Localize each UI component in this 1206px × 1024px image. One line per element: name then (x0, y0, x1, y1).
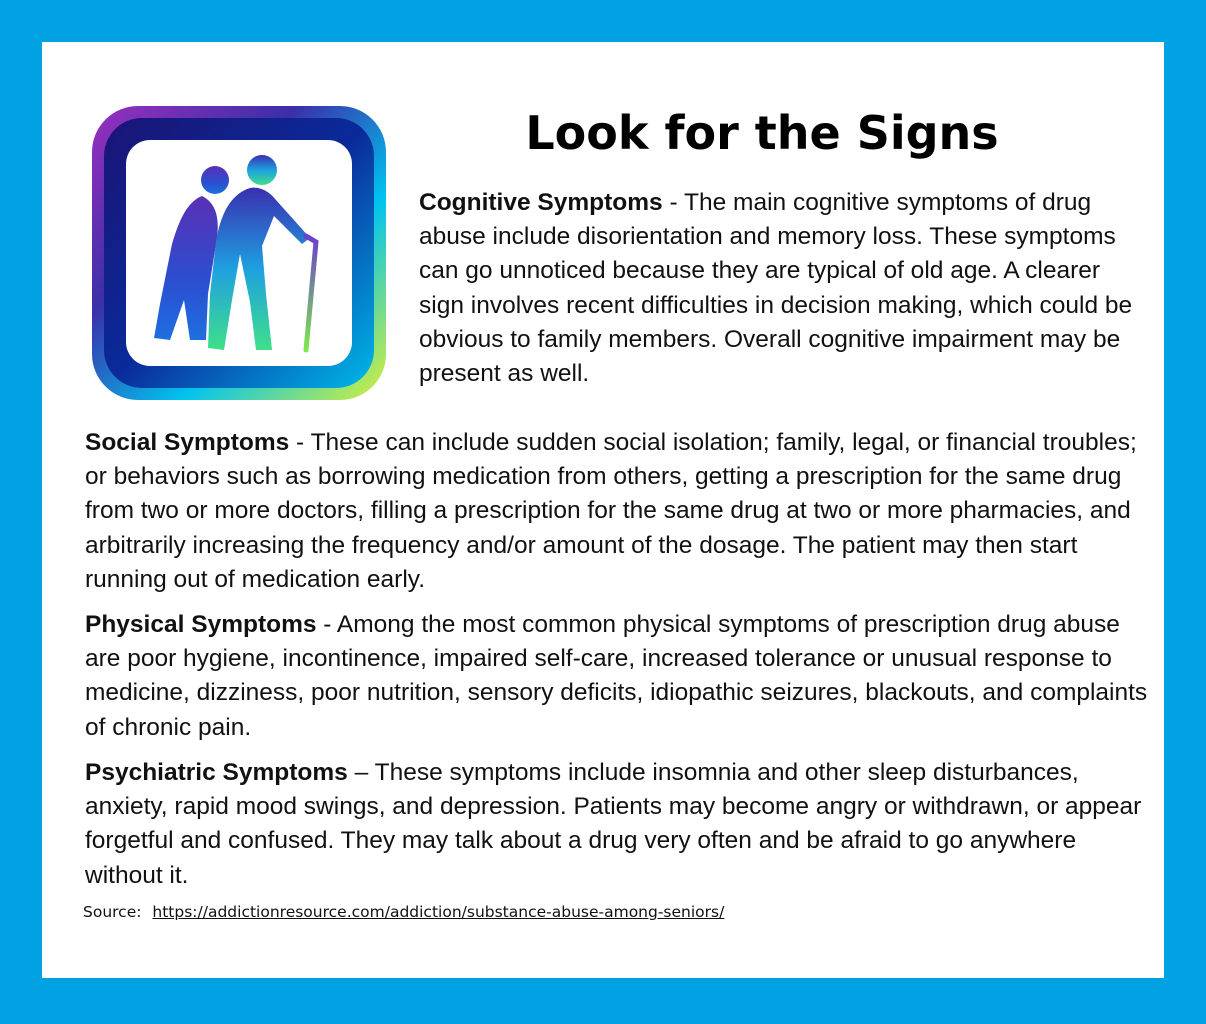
source-citation (83, 903, 724, 921)
section-heading: Cognitive Symptoms (419, 189, 663, 216)
elderly-couple-icon (90, 104, 388, 402)
page-title: Look for the Signs (525, 106, 999, 160)
psychiatric-symptoms-paragraph (85, 756, 1150, 893)
heading-separator: - (316, 611, 337, 638)
physical-symptoms-paragraph (85, 608, 1150, 745)
section-text: These can include sudden social isolation; family, legal, or financial troubles; or behaviors such as borrowing medication from others, getting a prescription for the same drug from two or more doctors, filling a prescription for the same drug at two or more pharmacies, and arbitrarily increasing the frequency and/or amount of the dosage. The patient may then start running out of medication early. (85, 429, 1137, 593)
cognitive-symptoms-paragraph (419, 186, 1149, 391)
heading-separator: - (289, 429, 311, 456)
source-link[interactable]: https://addictionresource.com/addiction/substance-abuse-among-seniors/ (152, 903, 725, 921)
source-label: Source: (83, 903, 142, 921)
section-heading: Psychiatric Symptoms (85, 759, 348, 786)
infographic-card (42, 42, 1164, 978)
heading-separator: – (347, 759, 375, 786)
section-text: The main cognitive symptoms of drug abuse include disorientation and memory loss. These symptoms can go unnoticed because they are typical of old age. A clearer sign involves recent difficulties in decision making, which could be obvious to family members. Overall cognitive impairment may be present as well. (419, 189, 1133, 388)
section-text: These symptoms include insomnia and other sleep disturbances, anxiety, rapid mood swings, and depression. Patients may become angry or withdrawn, or appear forgetful and confused. They may talk about a drug very often and be afraid to go anywhere without it. (85, 759, 1142, 889)
section-heading: Physical Symptoms (85, 611, 317, 638)
section-heading: Social Symptoms (85, 429, 290, 456)
section-text: Among the most common physical symptoms of prescription drug abuse are poor hygiene, incontinence, impaired self-care, increased tolerance or unusual response to medicine, dizziness, poor nutrition, sensory deficits, idiopathic seizures, blackouts, and complaints of chronic pain. (85, 611, 1148, 741)
social-symptoms-paragraph (85, 426, 1150, 597)
heading-separator: - (662, 189, 685, 216)
